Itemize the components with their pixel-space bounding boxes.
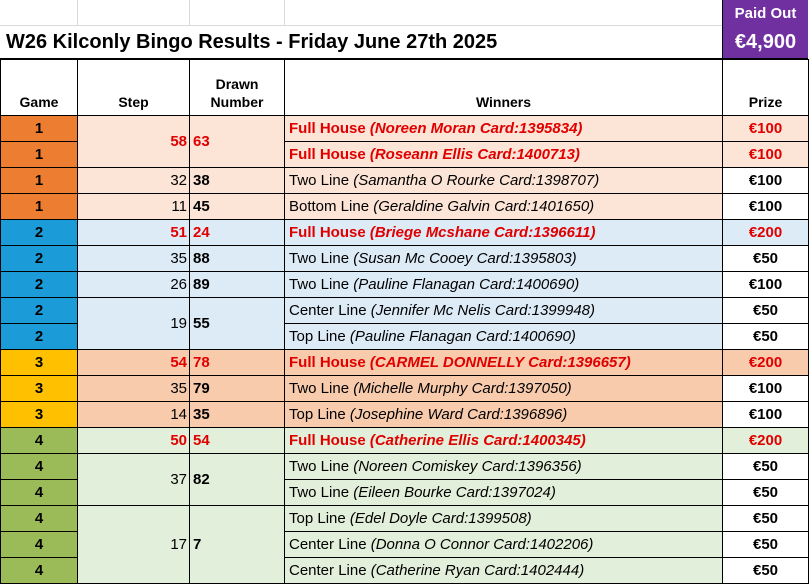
winner-name: (Susan Mc Cooey Card:1395803) [353, 250, 577, 267]
prize-cell: €50 [723, 454, 809, 480]
header-winners: Winners [285, 60, 723, 116]
win-type: Full House [289, 224, 366, 241]
winner-cell [285, 220, 723, 246]
drawn-number-cell: 82 [190, 454, 285, 506]
winner-cell [285, 324, 723, 350]
step-cell: 35 [78, 246, 190, 272]
winner-name: (Roseann Ellis Card:1400713) [369, 146, 580, 163]
win-type: Top Line [289, 406, 346, 423]
prize-cell: €200 [723, 428, 809, 454]
winner-name: (CARMEL DONNELLY Card:1396657) [369, 354, 631, 371]
game-cell: 4 [1, 506, 78, 532]
prize-cell: €100 [723, 376, 809, 402]
winner-cell [285, 480, 723, 506]
winner-cell [285, 454, 723, 480]
table-row [1, 506, 809, 532]
game-cell: 2 [1, 220, 78, 246]
win-type: Two Line [289, 250, 350, 267]
win-type: Top Line [289, 510, 346, 527]
table-row [1, 194, 809, 220]
winner-cell [285, 376, 723, 402]
table-row [1, 116, 809, 142]
winner-cell [285, 272, 723, 298]
game-cell: 4 [1, 480, 78, 506]
prize-cell: €100 [723, 402, 809, 428]
table-row [1, 220, 809, 246]
prize-cell: €50 [723, 506, 809, 532]
gridline [77, 0, 78, 26]
prize-cell: €50 [723, 298, 809, 324]
winner-cell [285, 402, 723, 428]
winner-name: (Noreen Moran Card:1395834) [369, 120, 583, 137]
game-cell: 1 [1, 142, 78, 168]
winner-name: (Catherine Ryan Card:1402444) [370, 562, 585, 579]
winner-name: (Catherine Ellis Card:1400345) [369, 432, 586, 449]
win-type: Full House [289, 354, 366, 371]
step-cell: 50 [78, 428, 190, 454]
winner-cell [285, 350, 723, 376]
game-cell: 4 [1, 532, 78, 558]
winner-name: (Josephine Ward Card:1396896) [349, 406, 568, 423]
step-cell: 58 [78, 116, 190, 168]
game-cell: 1 [1, 116, 78, 142]
winner-cell [285, 116, 723, 142]
drawn-number-cell: 38 [190, 168, 285, 194]
winner-name: (Donna O Connor Card:1402206) [370, 536, 594, 553]
prize-cell: €200 [723, 220, 809, 246]
drawn-number-cell: 79 [190, 376, 285, 402]
winner-cell [285, 194, 723, 220]
prize-cell: €100 [723, 142, 809, 168]
winner-name: (Michelle Murphy Card:1397050) [353, 380, 572, 397]
winner-name: (Pauline Flanagan Card:1400690) [353, 276, 580, 293]
game-cell: 2 [1, 272, 78, 298]
results-table [0, 59, 809, 584]
results-body [1, 116, 809, 584]
drawn-number-cell: 54 [190, 428, 285, 454]
drawn-number-cell: 45 [190, 194, 285, 220]
prize-cell: €100 [723, 116, 809, 142]
prize-cell: €50 [723, 246, 809, 272]
step-cell: 32 [78, 168, 190, 194]
winner-name: (Edel Doyle Card:1399508) [349, 510, 532, 527]
prize-cell: €100 [723, 168, 809, 194]
step-cell: 35 [78, 376, 190, 402]
win-type: Two Line [289, 458, 350, 475]
table-row [1, 246, 809, 272]
gridline [189, 0, 190, 26]
step-cell: 26 [78, 272, 190, 298]
winner-cell [285, 558, 723, 584]
win-type: Bottom Line [289, 198, 370, 215]
game-cell: 3 [1, 350, 78, 376]
win-type: Center Line [289, 302, 367, 319]
winner-cell [285, 246, 723, 272]
drawn-number-cell: 7 [190, 506, 285, 584]
drawn-number-cell: 89 [190, 272, 285, 298]
game-cell: 4 [1, 558, 78, 584]
game-cell: 4 [1, 428, 78, 454]
game-cell: 2 [1, 246, 78, 272]
winner-name: (Samantha O Rourke Card:1398707) [353, 172, 600, 189]
header-row [1, 60, 809, 116]
game-cell: 1 [1, 168, 78, 194]
paid-out-cell [722, 0, 808, 59]
winner-name: (Briege Mcshane Card:1396611) [369, 224, 596, 241]
paid-out-label: Paid Out [734, 5, 797, 22]
sheet-title: W26 Kilconly Bingo Results - Friday June 27th 2025 [0, 26, 722, 59]
winner-name: (Jennifer Mc Nelis Card:1399948) [370, 302, 596, 319]
winner-name: (Noreen Comiskey Card:1396356) [353, 458, 582, 475]
table-row [1, 272, 809, 298]
drawn-number-cell: 55 [190, 298, 285, 350]
table-row [1, 298, 809, 324]
prize-cell: €100 [723, 272, 809, 298]
drawn-number-cell: 24 [190, 220, 285, 246]
win-type: Top Line [289, 328, 346, 345]
header-step: Step [78, 60, 190, 116]
step-cell: 37 [78, 454, 190, 506]
step-cell: 19 [78, 298, 190, 350]
game-cell: 2 [1, 298, 78, 324]
step-cell: 14 [78, 402, 190, 428]
drawn-number-cell: 78 [190, 350, 285, 376]
paid-out-amount: €4,900 [734, 31, 797, 53]
winner-cell [285, 428, 723, 454]
header-drawn-number: Drawn Number [190, 60, 285, 116]
win-type: Full House [289, 146, 366, 163]
prize-cell: €50 [723, 480, 809, 506]
win-type: Center Line [289, 536, 367, 553]
table-row [1, 168, 809, 194]
winner-cell [285, 506, 723, 532]
header-game: Game [1, 60, 78, 116]
game-cell: 1 [1, 194, 78, 220]
win-type: Two Line [289, 276, 350, 293]
winner-name: (Eileen Bourke Card:1397024) [353, 484, 556, 501]
game-cell: 3 [1, 402, 78, 428]
win-type: Two Line [289, 172, 350, 189]
header-prize: Prize [723, 60, 809, 116]
table-row [1, 428, 809, 454]
table-row [1, 350, 809, 376]
winner-name: (Geraldine Galvin Card:1401650) [373, 198, 595, 215]
drawn-number-cell: 35 [190, 402, 285, 428]
win-type: Full House [289, 432, 366, 449]
winner-cell [285, 298, 723, 324]
drawn-number-cell: 63 [190, 116, 285, 168]
prize-cell: €100 [723, 194, 809, 220]
winner-cell [285, 532, 723, 558]
step-cell: 11 [78, 194, 190, 220]
game-cell: 3 [1, 376, 78, 402]
step-cell: 54 [78, 350, 190, 376]
prize-cell: €50 [723, 532, 809, 558]
table-row [1, 454, 809, 480]
win-type: Two Line [289, 484, 350, 501]
table-row [1, 376, 809, 402]
winner-name: (Pauline Flanagan Card:1400690) [349, 328, 576, 345]
table-row [1, 402, 809, 428]
prize-cell: €200 [723, 350, 809, 376]
game-cell: 4 [1, 454, 78, 480]
step-cell: 17 [78, 506, 190, 584]
win-type: Full House [289, 120, 366, 137]
prize-cell: €50 [723, 558, 809, 584]
win-type: Two Line [289, 380, 350, 397]
step-cell: 51 [78, 220, 190, 246]
drawn-number-cell: 88 [190, 246, 285, 272]
win-type: Center Line [289, 562, 367, 579]
winner-cell [285, 168, 723, 194]
prize-cell: €50 [723, 324, 809, 350]
gridline [284, 0, 285, 26]
game-cell: 2 [1, 324, 78, 350]
winner-cell [285, 142, 723, 168]
